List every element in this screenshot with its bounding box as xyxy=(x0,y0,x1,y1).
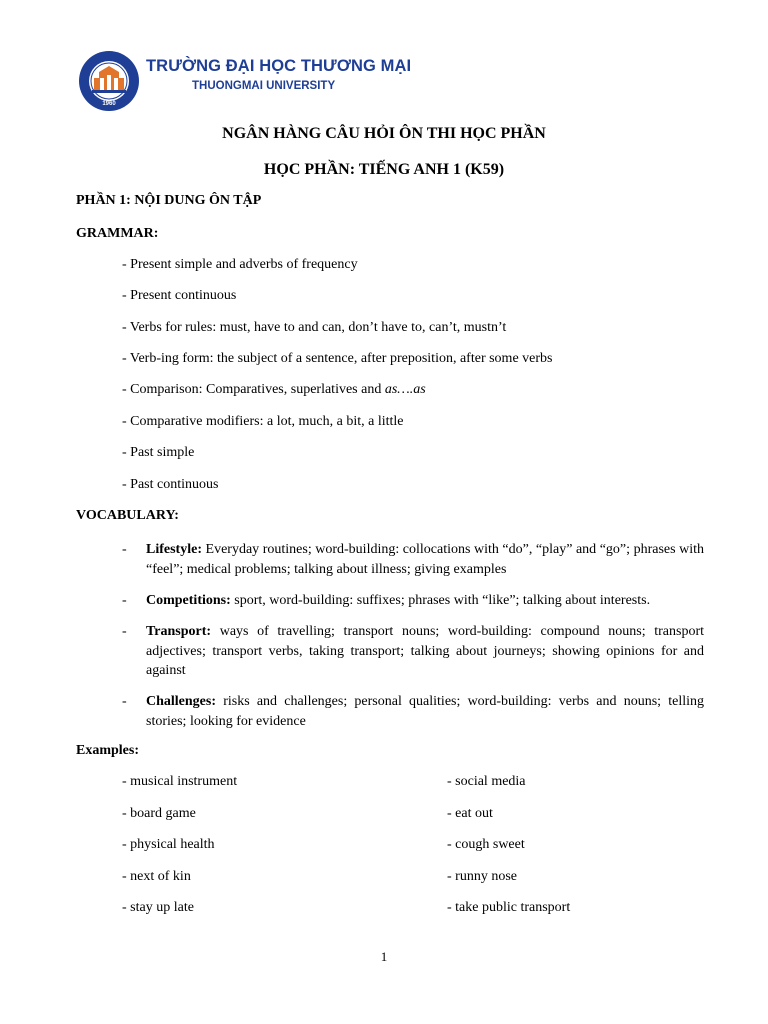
example-item: - next of kin xyxy=(122,869,191,884)
vocabulary-item-transport xyxy=(122,622,704,681)
grammar-item: - Present continuous xyxy=(122,288,237,303)
vocabulary-text: sport, word-building: suffixes; phrases with “like”; talking about interests. xyxy=(230,593,651,608)
grammar-item: - Verbs for rules: must, have to and can, don’t have to, can’t, mustn’t xyxy=(122,320,507,335)
grammar-item-text: - Comparison: Comparatives, superlatives and xyxy=(122,382,385,397)
svg-text:1960: 1960 xyxy=(102,101,116,107)
vocabulary-heading: VOCABULARY: xyxy=(76,508,179,523)
vocabulary-item-challenges xyxy=(122,692,704,731)
examples-heading: Examples: xyxy=(76,743,139,758)
vocabulary-text: ways of travelling; transport nouns; word-building: compound nouns; transport adjectives; transport verbs, taking transport; talking about journeys; showing opinions for and against xyxy=(146,624,704,678)
example-item: - board game xyxy=(122,806,196,821)
example-item: - stay up late xyxy=(122,900,194,915)
vocabulary-text: risks and challenges; personal qualities; word-building: verbs and nouns; telling stories; looking for evidence xyxy=(146,694,704,729)
grammar-item: - Verb-ing form: the subject of a sentence, after preposition, after some verbs xyxy=(122,351,553,366)
grammar-item: - Past simple xyxy=(122,445,195,460)
course-title: HỌC PHẦN: TIẾNG ANH 1 (K59) xyxy=(263,161,505,178)
logo-emblem-icon xyxy=(78,50,140,112)
example-item: - cough sweet xyxy=(447,837,525,852)
example-item: - social media xyxy=(447,774,526,789)
grammar-item: - Past continuous xyxy=(122,477,219,492)
vocabulary-text: Everyday routines; word-building: collocations with “do”, “play” and “go”; phrases with “feel”; medical problems; talking about illness; giving examples xyxy=(146,542,704,577)
vocabulary-item-competitions xyxy=(122,591,704,611)
list-dash: - xyxy=(122,694,127,709)
vocabulary-term: Lifestyle: xyxy=(146,542,202,557)
list-dash: - xyxy=(122,593,127,608)
vocabulary-term: Competitions: xyxy=(146,593,231,608)
vocabulary-term: Challenges: xyxy=(146,694,216,709)
university-name-en: THUONGMAI UNIVERSITY xyxy=(192,80,336,92)
part1-heading: PHẦN 1: NỘI DUNG ÔN TẬP xyxy=(76,193,262,208)
list-dash: - xyxy=(122,542,127,557)
example-item: - eat out xyxy=(447,806,493,821)
grammar-item: - Present simple and adverbs of frequency xyxy=(122,257,358,272)
document-title: NGÂN HÀNG CÂU HỎI ÔN THI HỌC PHẦN xyxy=(222,125,546,142)
vocabulary-item-lifestyle xyxy=(122,540,704,579)
university-logo xyxy=(78,50,140,112)
example-item: - physical health xyxy=(122,837,215,852)
list-dash: - xyxy=(122,624,127,639)
grammar-heading: GRAMMAR: xyxy=(76,226,159,241)
grammar-item-italic: as….as xyxy=(384,382,426,397)
vocabulary-term: Transport: xyxy=(146,624,212,639)
example-item: - take public transport xyxy=(447,900,571,915)
example-item: - musical instrument xyxy=(122,774,238,789)
university-name-vi: TRƯỜNG ĐẠI HỌC THƯƠNG MẠI xyxy=(146,57,412,75)
example-item: - runny nose xyxy=(447,869,517,884)
page-number: 1 xyxy=(380,949,388,964)
grammar-item-comparison xyxy=(122,382,426,398)
grammar-item: - Comparative modifiers: a lot, much, a bit, a little xyxy=(122,414,404,429)
